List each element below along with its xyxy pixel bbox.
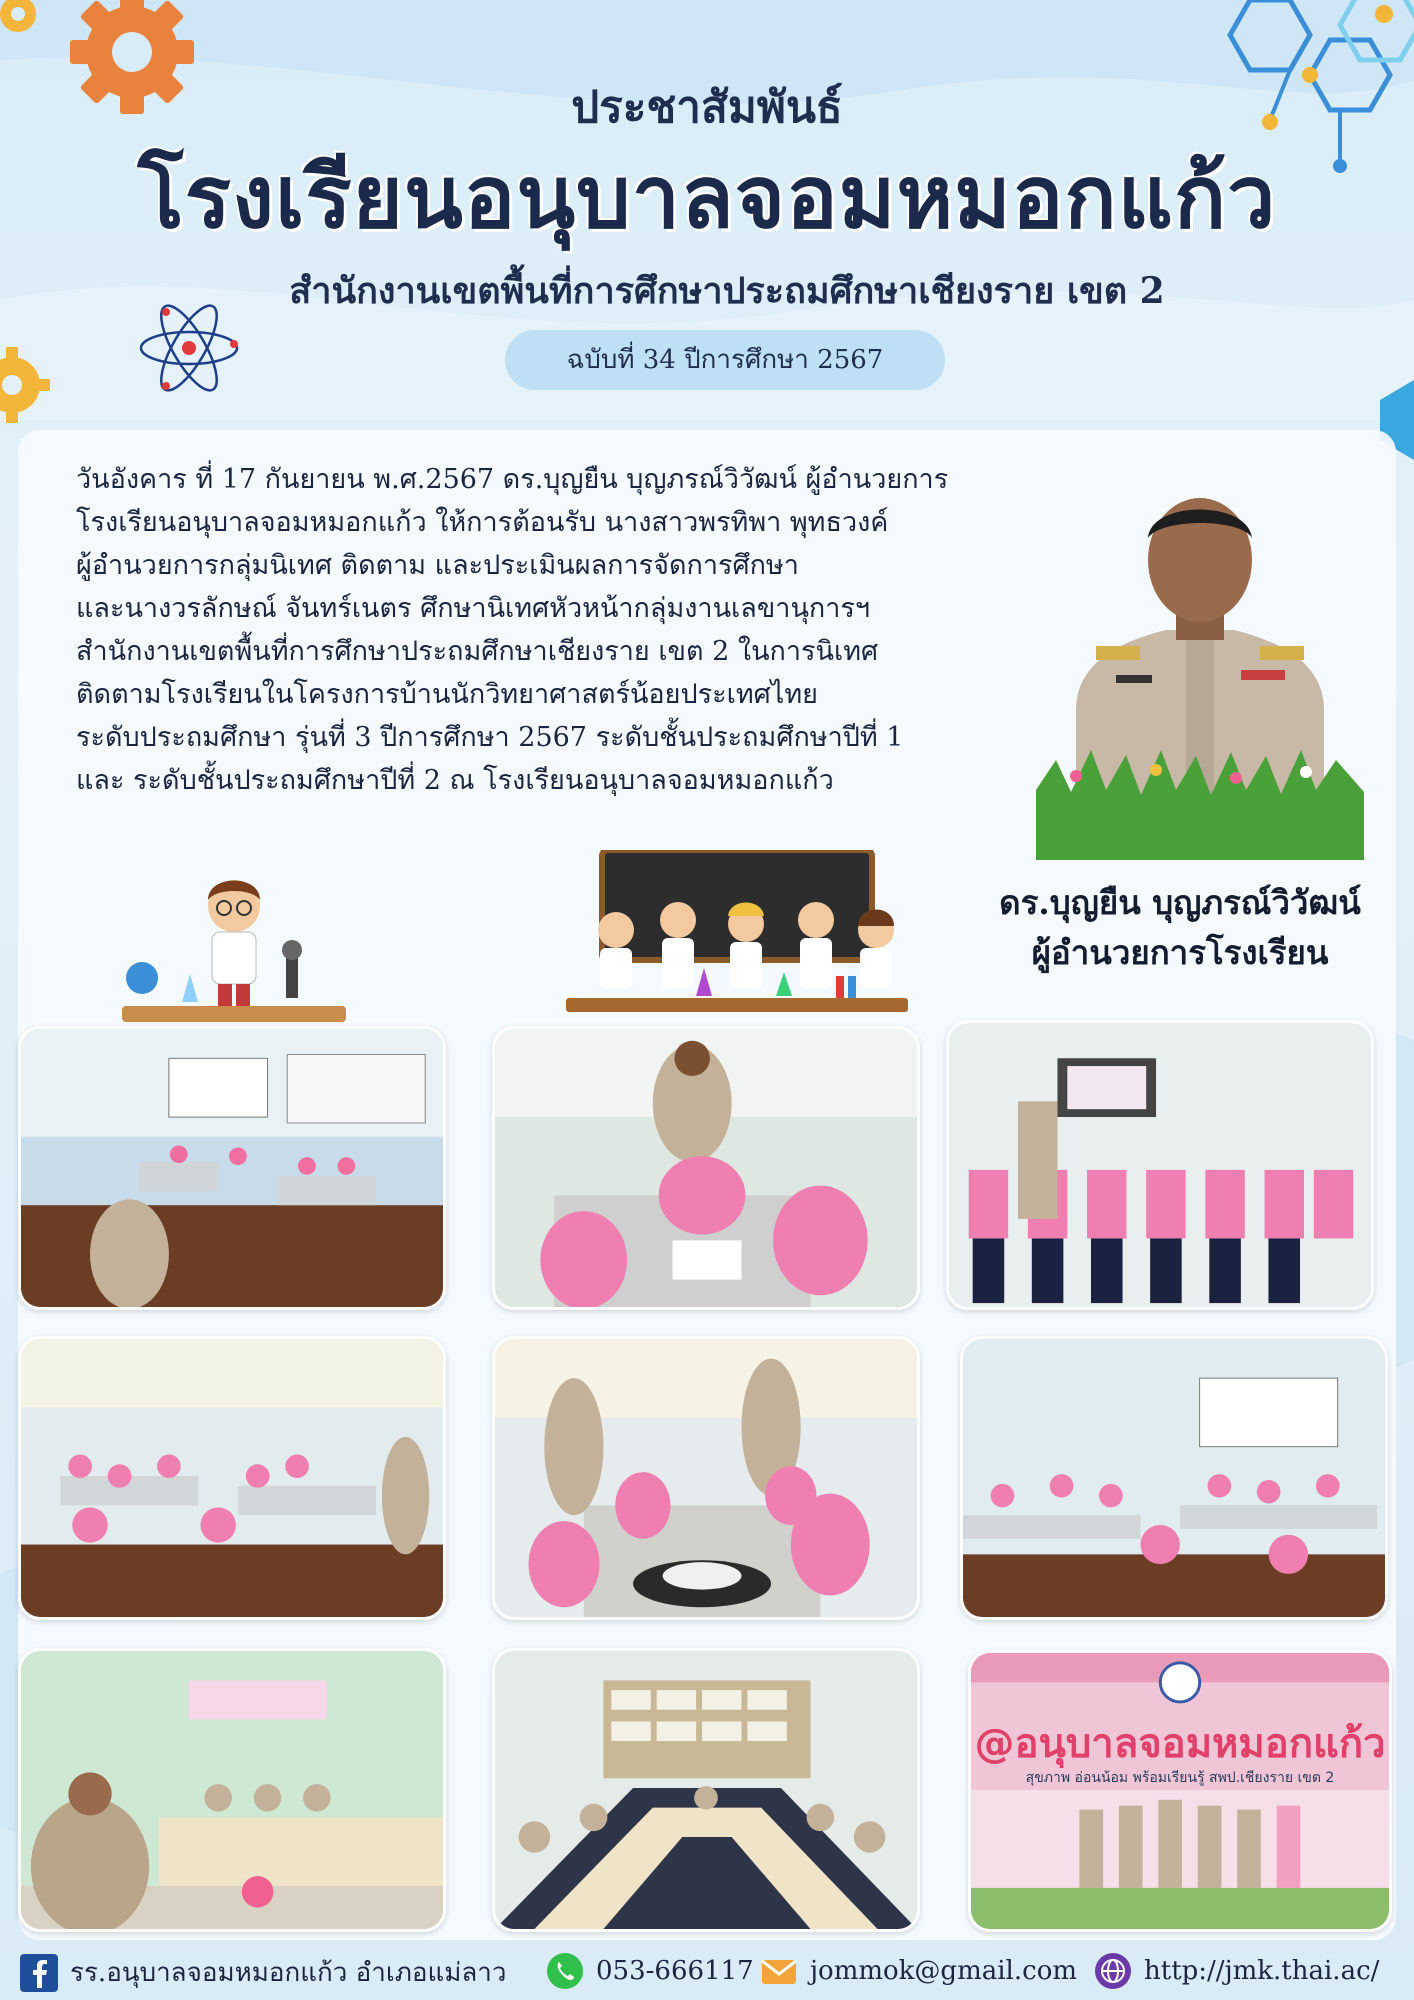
photo-students-holding-papers [946, 1020, 1374, 1310]
director-portrait [1036, 460, 1364, 860]
kids-science-lab-illustration [566, 850, 908, 1018]
photo-classroom-2 [18, 1336, 446, 1620]
footer-email[interactable] [760, 1952, 1077, 1990]
gear-icon [0, 0, 50, 50]
issue-badge: ฉบับที่ 34 ปีการศึกษา 2567 [505, 330, 945, 390]
director-caption [970, 878, 1390, 978]
scientist-boy-illustration [122, 866, 346, 1026]
photo-classroom-3 [960, 1336, 1388, 1620]
footer-facebook[interactable] [20, 1952, 507, 1993]
footer-phone[interactable] [546, 1952, 754, 1990]
photo-meeting-room [18, 1648, 446, 1932]
director-position: ผู้อำนวยการโรงเรียน [1031, 933, 1329, 972]
footer-facebook-text: รร.อนุบาลจอมหมอกแก้ว อำเภอแม่ลาว [70, 1958, 507, 1988]
facebook-icon [20, 1954, 58, 1992]
footer [0, 1940, 1414, 2000]
gear-icon [0, 340, 50, 430]
photo-classroom-1 [18, 1026, 446, 1310]
footer-phone-text: 053-666117 [596, 1956, 754, 1986]
photo-group-activity [492, 1336, 920, 1620]
office-subtitle: สำนักงานเขตพื้นที่การศึกษาประถมศึกษาเชียงราย เขต 2 [289, 270, 1165, 312]
photo-students-writing [492, 1026, 920, 1310]
news-body-text: วันอังคาร ที่ 17 กันยายน พ.ศ.2567 ดร.บุญยืน บุญภรณ์วิวัฒน์ ผู้อำนวยการ โรงเรียนอนุบาลจอมหมอกแก้ว ให้การต้อนรับ นางสาวพรทิพา พุทธวงค์ ผู้อำนวยการกลุ่มนิเทศ ติดตาม และประเมินผลการจัดการศึกษา และนางวรลักษณ์ จันทร์เนตร ศึกษานิเทศหัวหน้ากลุ่มงานเลขานุการฯ สำนักงานเขตพื้นที่การศึกษาประถมศึกษาเชียงราย เขต 2 ในการนิเทศ ติดตามโรงเรียนในโครงการบ้านนักวิทยาศาสตร์น้อยประเทศไทย ระดับประถมศึกษา รุ่นที่ 3 ปีการศึกษา 2567 ระดับชั้นประถมศึกษาปีที่ 1 และ ระดับชั้นประถมศึกษาปีที่ 2 ณ โรงเรียนอนุบาลจอมหมอกแก้ว [76, 464, 949, 796]
school-sign-text: @อนุบาลจอมหมอกแก้ว [974, 1721, 1386, 1767]
footer-email-text: jommok@gmail.com [810, 1956, 1077, 1986]
director-name: ดร.บุญยืน บุญภรณ์วิวัฒน์ [999, 883, 1361, 922]
photo-meeting-library [492, 1648, 920, 1932]
phone-icon [546, 1952, 584, 1990]
photo-school-sign [968, 1650, 1392, 1932]
school-sign-subtext: สุขภาพ อ่อนน้อม พร้อมเรียนรู้ สพป.เชียงราย เขต 2 [1025, 1770, 1335, 1786]
globe-icon [1094, 1952, 1132, 1990]
header-kicker: ประชาสัมพันธ์ [571, 82, 843, 133]
school-title: โรงเรียนอนุบาลจอมหมอกแก้ว [137, 147, 1277, 248]
footer-website[interactable] [1094, 1952, 1379, 1990]
footer-website-text: http://jmk.thai.ac/ [1144, 1956, 1380, 1986]
email-icon [760, 1952, 798, 1990]
